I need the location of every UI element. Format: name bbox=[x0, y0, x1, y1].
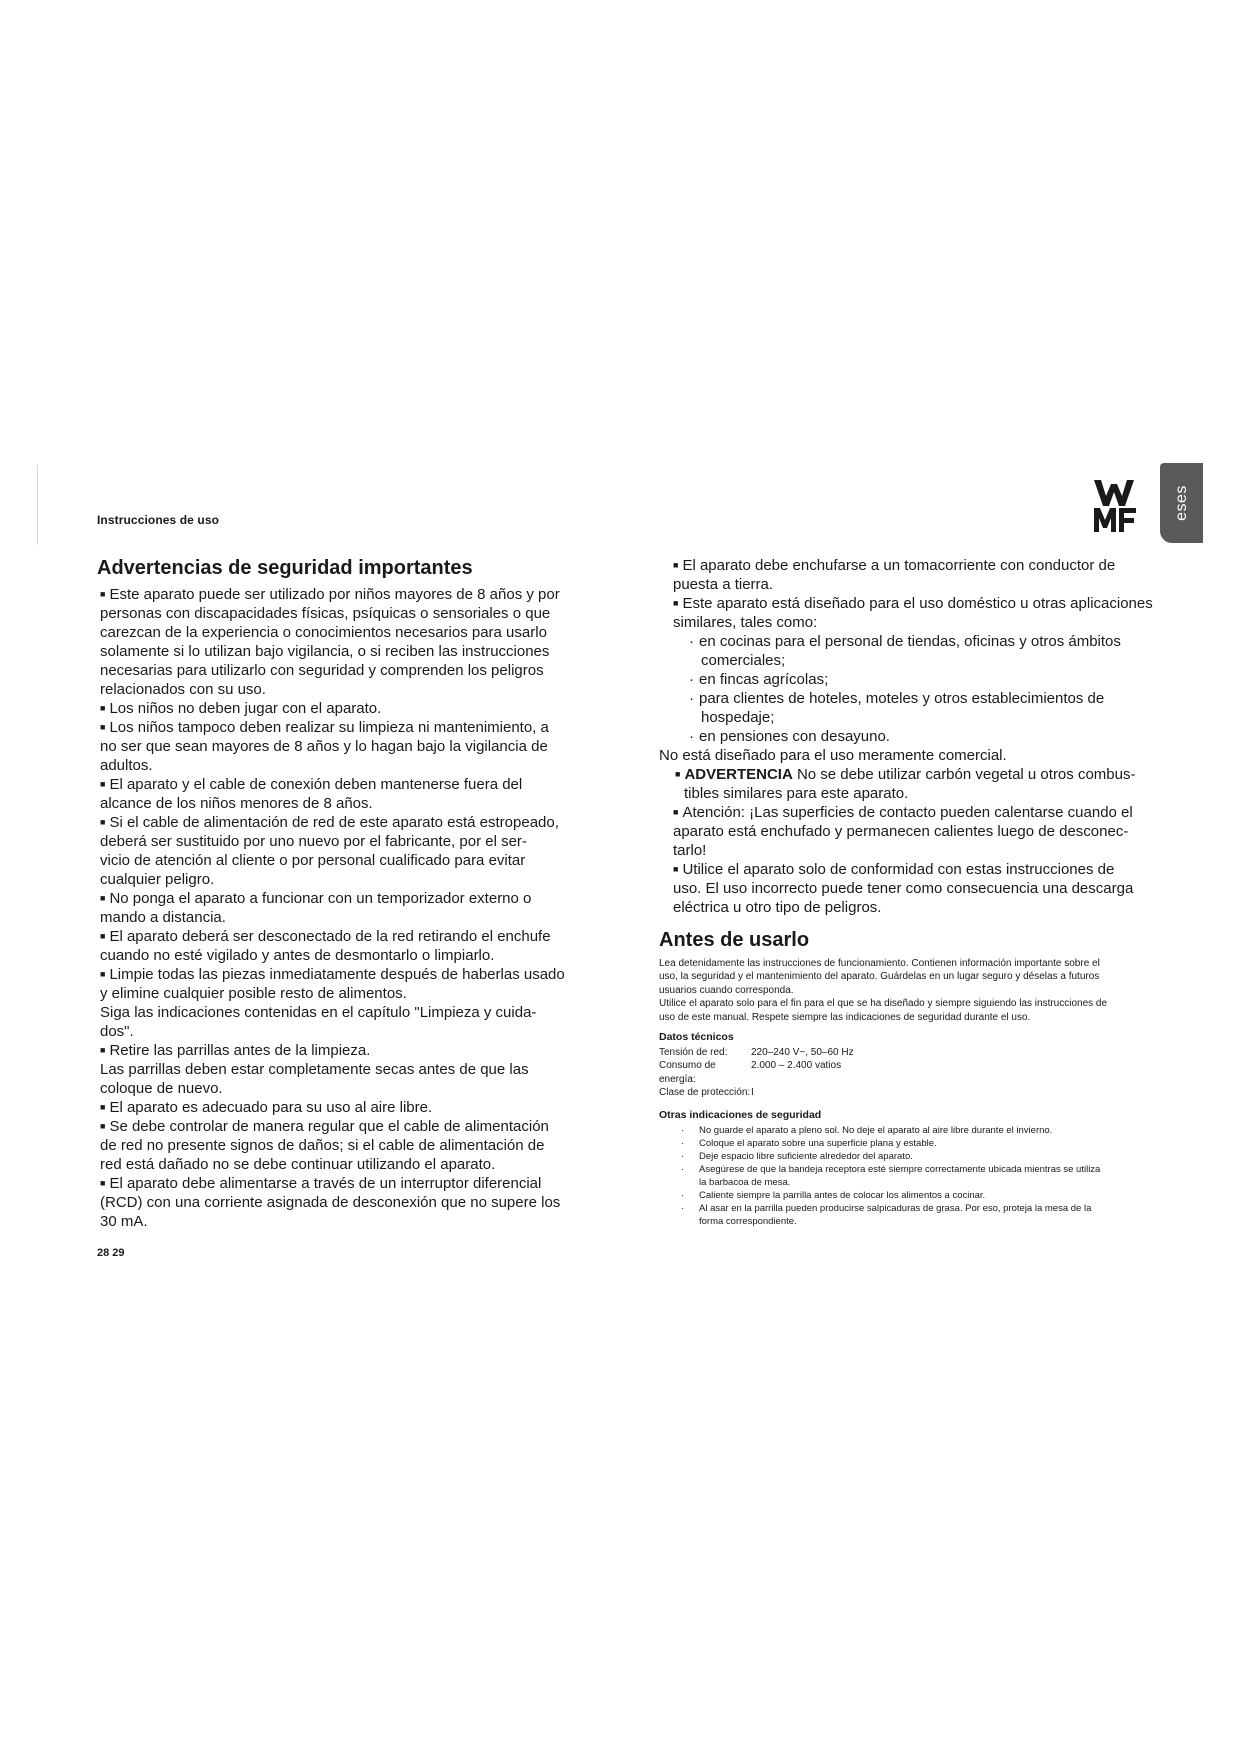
other-safety-line: Caliente siempre la parrilla antes de colocar los alimentos a cocinar. bbox=[699, 1189, 986, 1201]
safety-item-text: Atención: ¡Las superficies de contacto pueden calentarse cuando el bbox=[682, 804, 1133, 821]
tech-data-row bbox=[659, 1086, 1159, 1099]
bullet-square: ■ bbox=[100, 931, 106, 941]
other-safety-item bbox=[659, 1163, 1159, 1189]
safety-item-line: similares, tales como: bbox=[673, 614, 818, 631]
other-safety-line: forma correspondiente. bbox=[699, 1215, 797, 1227]
bullet-dot: · bbox=[681, 1137, 685, 1149]
safety-item-line: deberá ser sustituido por uno nuevo por el fabricante, por el ser- bbox=[100, 833, 527, 850]
safety-item bbox=[97, 718, 587, 775]
bullet-dot: · bbox=[689, 671, 694, 688]
usage-subitem-line: comerciales; bbox=[701, 652, 786, 669]
tech-data-heading: Datos técnicos bbox=[659, 1031, 734, 1044]
safety-item bbox=[659, 594, 1159, 632]
safety-item-text: No ponga el aparato a funcionar con un temporizador externo o bbox=[109, 890, 532, 907]
safety-item-line: adultos. bbox=[100, 757, 153, 774]
tech-data-row bbox=[659, 1059, 1159, 1086]
bullet-square: ■ bbox=[100, 1178, 106, 1188]
safety-item-text: El aparato y el cable de conexión deben mantenerse fuera del bbox=[109, 776, 523, 793]
safety-item-line: cuando no esté vigilado y antes de desmontarlo o limpiarlo. bbox=[100, 947, 495, 964]
bullet-square: ■ bbox=[100, 893, 106, 903]
safety-item-line: Las parrillas deben estar completamente secas antes de que las bbox=[100, 1061, 529, 1078]
language-tab bbox=[1160, 463, 1203, 543]
bullet-square: ■ bbox=[100, 969, 106, 979]
usage-subitem bbox=[659, 689, 1159, 727]
bullet-square: ■ bbox=[100, 1045, 106, 1055]
tech-data-value: 2.000 – 2.400 vatios bbox=[751, 1060, 842, 1072]
bullet-dot: · bbox=[681, 1124, 685, 1136]
safety-item-text: El aparato debe alimentarse a través de un interruptor diferencial bbox=[109, 1175, 542, 1192]
other-safety-line: No guarde el aparato a pleno sol. No deje el aparato al aire libre durante el invierno. bbox=[699, 1124, 1053, 1136]
tech-data-value: I bbox=[751, 1087, 754, 1099]
safety-item bbox=[97, 699, 587, 718]
warning-label: ADVERTENCIA bbox=[684, 766, 793, 783]
safety-item bbox=[97, 927, 587, 965]
safety-item-text: Utilice el aparato solo de conformidad con estas instrucciones de bbox=[682, 861, 1115, 878]
before-use-line: Utilice el aparato solo para el fin para el que se ha diseñado y siempre siguiendo las instrucciones de bbox=[659, 998, 1108, 1010]
other-safety-item bbox=[659, 1150, 1159, 1163]
safety-item-line: 30 mA. bbox=[100, 1213, 148, 1230]
bullet-square: ■ bbox=[673, 560, 679, 570]
safety-item-text: Los niños no deben jugar con el aparato. bbox=[109, 700, 382, 717]
safety-item bbox=[97, 775, 587, 813]
safety-item-text: Este aparato puede ser utilizado por niños mayores de 8 años y por bbox=[109, 586, 560, 603]
safety-item bbox=[659, 803, 1159, 860]
other-safety-line: Al asar en la parrilla pueden producirse salpicaduras de grasa. Por eso, proteja la mesa de la bbox=[699, 1202, 1092, 1214]
bullet-square: ■ bbox=[100, 722, 106, 732]
safety-item-line: eléctrica u otro tipo de peligros. bbox=[673, 899, 882, 916]
safety-item-text: Los niños tampoco deben realizar su limpieza ni mantenimiento, a bbox=[109, 719, 549, 736]
safety-item-line: puesta a tierra. bbox=[673, 576, 774, 593]
other-safety-line: Coloque el aparato sobre una superficie plana y estable. bbox=[699, 1137, 937, 1149]
safety-item-line: Siga las indicaciones contenidas en el capítulo "Limpieza y cuida- bbox=[100, 1004, 537, 1021]
bullet-square: ■ bbox=[100, 703, 106, 713]
safety-item bbox=[97, 585, 587, 699]
other-safety-line: la barbacoa de mesa. bbox=[699, 1176, 791, 1188]
tech-data-key: Clase de protección: bbox=[659, 1087, 751, 1099]
safety-item-line: relacionados con su uso. bbox=[100, 681, 266, 698]
other-safety-line: Asegúrese de que la bandeja receptora esté siempre correctamente ubicada mientras se utiliza bbox=[699, 1163, 1101, 1175]
safety-item-text: El aparato es adecuado para su uso al aire libre. bbox=[109, 1099, 433, 1116]
bullet-square: ■ bbox=[100, 589, 106, 599]
tech-data-table bbox=[659, 1046, 1159, 1100]
safety-item-line: aparato está enchufado y permanecen calientes luego de desconec- bbox=[673, 823, 1129, 840]
safety-item-line: y elimine cualquier posible resto de alimentos. bbox=[100, 985, 407, 1002]
header-label: Instrucciones de uso bbox=[97, 513, 220, 527]
bullet-dot: · bbox=[681, 1189, 685, 1201]
bullet-square: ■ bbox=[673, 807, 679, 817]
safety-item-line: dos". bbox=[100, 1023, 134, 1040]
before-use-line: usuarios cuando corresponda. bbox=[659, 984, 794, 996]
safety-item-text: Retire las parrillas antes de la limpieza. bbox=[109, 1042, 371, 1059]
safety-item-text: El aparato deberá ser desconectado de la red retirando el enchufe bbox=[109, 928, 551, 945]
left-column bbox=[97, 555, 587, 1231]
bullet-dot: · bbox=[681, 1163, 685, 1175]
right-safety-list-top bbox=[659, 556, 1159, 632]
safety-item-line: solamente si lo utilizan bajo vigilancia, o si reciben las instrucciones bbox=[100, 643, 550, 660]
safety-item bbox=[659, 556, 1159, 594]
tech-data-value: 220–240 V~, 50–60 Hz bbox=[751, 1047, 854, 1059]
other-safety-list bbox=[659, 1124, 1159, 1228]
tech-data-key: Tensión de red: bbox=[659, 1047, 728, 1059]
usage-subitem-text: para clientes de hoteles, moteles y otros establecimientos de bbox=[699, 690, 1105, 707]
safety-item-line: uso. El uso incorrecto puede tener como consecuencia una descarga bbox=[673, 880, 1134, 897]
safety-item bbox=[97, 1098, 587, 1117]
usage-subitem-text: en fincas agrícolas; bbox=[699, 671, 829, 688]
bullet-dot: · bbox=[689, 728, 694, 745]
safety-item-text: Si el cable de alimentación de red de este aparato está estropeado, bbox=[109, 814, 559, 831]
wmf-logo bbox=[1092, 478, 1138, 534]
bullet-square: ■ bbox=[100, 817, 106, 827]
bullet-dot: · bbox=[681, 1202, 685, 1214]
usage-subitem-text: en pensiones con desayuno. bbox=[699, 728, 890, 745]
safety-item-line: carezcan de la experiencia o conocimientos necesarios para usarlo bbox=[100, 624, 547, 641]
bullet-square: ■ bbox=[673, 864, 679, 874]
before-use-line: Lea detenidamente las instrucciones de funcionamiento. Contienen información importante sobre el bbox=[659, 958, 1100, 969]
margin-rule bbox=[37, 465, 38, 545]
safety-item-text: Este aparato está diseñado para el uso doméstico u otras aplicaciones bbox=[682, 595, 1153, 612]
bullet-dot: · bbox=[689, 690, 694, 707]
safety-item-line: (RCD) con una corriente asignada de desconexión que no supere los bbox=[100, 1194, 561, 1211]
warning-line-1: No se debe utilizar carbón vegetal u otros combus- bbox=[792, 766, 1136, 783]
other-safety-line: Deje espacio libre suficiente alrededor del aparato. bbox=[699, 1150, 913, 1162]
tech-data-key: Consumo de energía: bbox=[659, 1060, 716, 1085]
page-numbers: 28 29 bbox=[97, 1247, 125, 1259]
before-use-heading: Antes de usarlo bbox=[659, 929, 810, 951]
safety-item-line: mando a distancia. bbox=[100, 909, 226, 926]
before-use-line: uso, la seguridad y el mantenimiento del aparato. Guárdelas en un lugar seguro y déselas a futuros bbox=[659, 971, 1100, 983]
other-safety-item bbox=[659, 1202, 1159, 1228]
bullet-square: ■ bbox=[100, 1102, 106, 1112]
safety-item bbox=[97, 1041, 587, 1098]
usage-subitem-line: hospedaje; bbox=[701, 709, 775, 726]
safety-item-text: Se debe controlar de manera regular que el cable de alimentación bbox=[109, 1118, 549, 1135]
safety-item bbox=[97, 1174, 587, 1231]
safety-item-line: vicio de atención al cliente o por personal cualificado para evitar bbox=[100, 852, 526, 869]
safety-item-line: red está dañado no se debe continuar utilizando el aparato. bbox=[100, 1156, 496, 1173]
before-use-line: uso de este manual. Respete siempre las indicaciones de seguridad durante el uso. bbox=[659, 1011, 1031, 1023]
usage-subitem bbox=[659, 632, 1159, 670]
before-use-text bbox=[659, 957, 1159, 1024]
bullet-square: ■ bbox=[100, 1121, 106, 1131]
safety-item bbox=[659, 860, 1159, 917]
safety-item-text: Limpie todas las piezas inmediatamente después de haberlas usado bbox=[109, 966, 565, 983]
usage-subitem bbox=[659, 670, 1159, 689]
safety-item-line: personas con discapacidades físicas, psíquicas o sensoriales o que bbox=[100, 605, 551, 622]
warning-item: ■ ADVERTENCIA No se debe utilizar carbón vegetal u otros combus- tibles similares para este aparato. bbox=[675, 766, 1136, 802]
other-safety-heading: Otras indicaciones de seguridad bbox=[659, 1108, 822, 1121]
other-safety-item bbox=[659, 1189, 1159, 1202]
safety-item bbox=[97, 965, 587, 1041]
safety-item bbox=[97, 813, 587, 889]
safety-item-line: de red no presente signos de daños; si el cable de alimentación de bbox=[100, 1137, 545, 1154]
other-safety-item bbox=[659, 1124, 1159, 1137]
bullet-square: ■ bbox=[100, 779, 106, 789]
bullet-dot: · bbox=[681, 1150, 685, 1162]
usage-sublist bbox=[659, 632, 1159, 746]
safety-item bbox=[97, 1117, 587, 1174]
safety-item-line: cualquier peligro. bbox=[100, 871, 215, 888]
safety-item-line: no ser que sean mayores de 8 años y lo hagan bajo la vigilancia de bbox=[100, 738, 548, 755]
right-safety-list-bottom bbox=[659, 803, 1159, 917]
warning-line-2: tibles similares para este aparato. bbox=[684, 785, 909, 802]
safety-item-line: alcance de los niños menores de 8 años. bbox=[100, 795, 373, 812]
safety-item-line: tarlo! bbox=[673, 842, 707, 859]
safety-item-text: El aparato debe enchufarse a un tomacorriente con conductor de bbox=[682, 557, 1116, 574]
usage-subitem bbox=[659, 727, 1159, 746]
bullet-square: ■ bbox=[673, 598, 679, 608]
safety-item-line: necesarias para utilizarlo con seguridad y comprenden los peligros bbox=[100, 662, 544, 679]
safety-item bbox=[97, 889, 587, 927]
safety-list bbox=[97, 585, 587, 1231]
safety-item-line: coloque de nuevo. bbox=[100, 1080, 223, 1097]
bullet-dot: · bbox=[689, 633, 694, 650]
tech-data-row bbox=[659, 1046, 1159, 1059]
not-commercial-note: No está diseñado para el uso meramente comercial. bbox=[659, 747, 1007, 764]
right-column bbox=[659, 556, 1159, 1228]
language-tab-label: eses bbox=[1172, 485, 1190, 521]
other-safety-item bbox=[659, 1137, 1159, 1150]
usage-subitem-text: en cocinas para el personal de tiendas, oficinas y otros ámbitos bbox=[699, 633, 1121, 650]
safety-heading: Advertencias de seguridad importantes bbox=[97, 557, 473, 579]
